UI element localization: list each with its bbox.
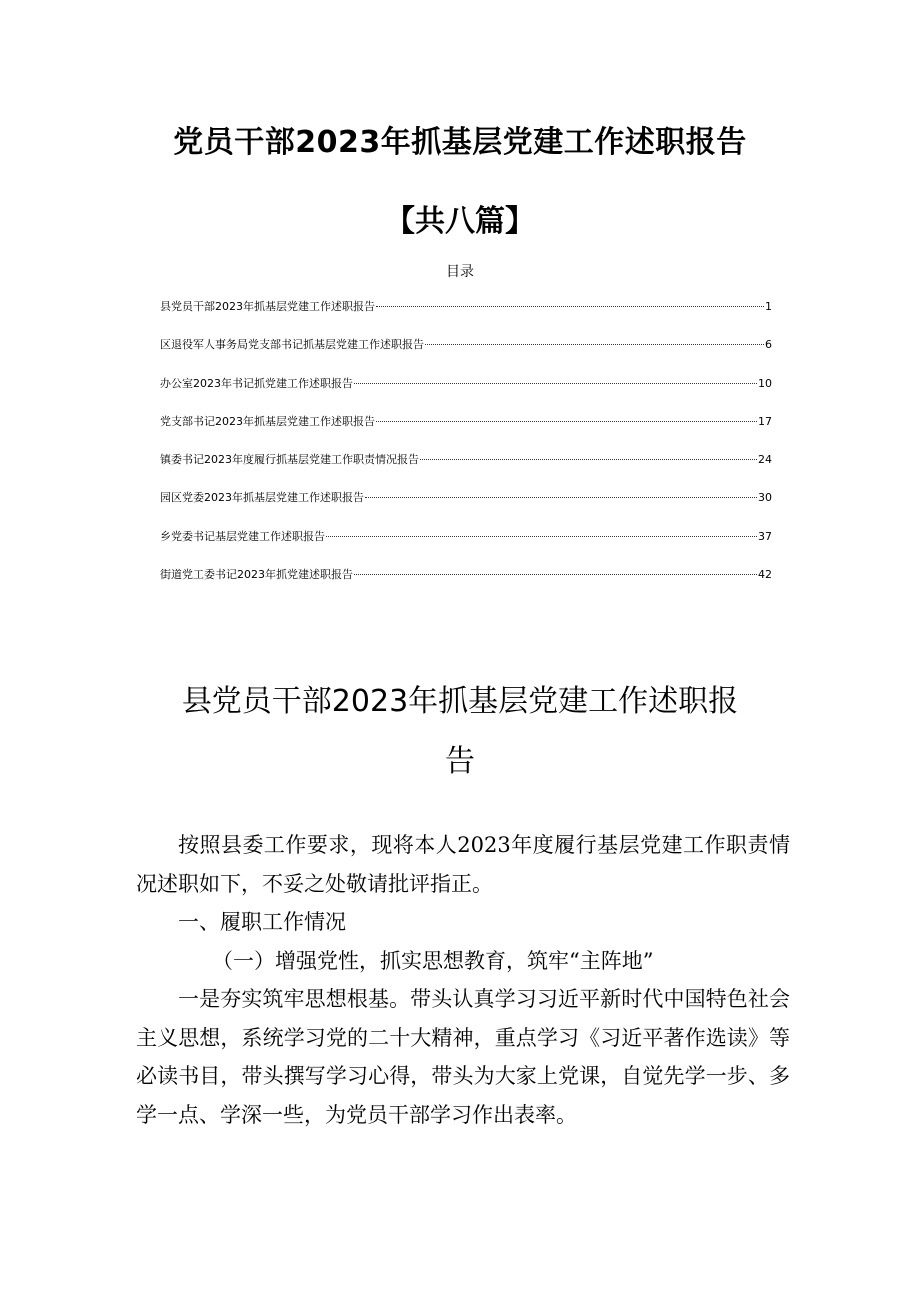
toc-entry-page: 6 [765,338,772,352]
toc-entry-page: 24 [758,453,772,467]
toc-entry-title: 街道党工委书记2023年抓党建述职报告 [160,568,353,582]
toc-entry-title: 区退役军人事务局党支部书记抓基层党建工作述职报告 [160,338,424,352]
document-subtitle: 【共八篇】 [385,204,535,239]
toc-entry[interactable] [160,297,772,335]
toc-entry-title: 党支部书记2023年抓基层党建工作述职报告 [160,414,375,428]
toc-entry-page: 42 [758,568,772,582]
section-heading-1: 一、履职工作情况 [178,910,346,934]
body-paragraph: 一是夯实筑牢思想根基。带头认真学习习近平新时代中国特色社会主义思想，系统学习党的二十大精神，重点学习《习近平著作选读》等必读书目，带头撰写学习心得，带头为大家上党课，自觉先学一步、多学一点、学深一些，为党员干部学习作出表率。 [136,987,790,1127]
section-title-line1: 县党员干部2023年抓基层党建工作述职报 [181,684,739,719]
toc-entry-page: 17 [758,414,772,428]
toc-leader-dots [326,536,757,537]
toc-entry[interactable] [160,374,772,412]
toc-entry-title: 办公室2023年书记抓党建工作述职报告 [160,376,353,390]
toc-leader-dots [420,459,757,460]
toc-heading: 目录 [446,264,474,280]
toc-leader-dots [376,421,757,422]
toc-entry[interactable] [160,412,772,450]
toc-leader-dots [365,497,757,498]
subsection-heading-1: （一）增强党性，抓实思想教育，筑牢“主阵地” [212,948,654,973]
toc-entry-title: 乡党委书记基层党建工作述职报告 [160,529,325,543]
report-body [136,826,790,1134]
toc-entry-page: 30 [758,491,772,505]
section-title [0,672,920,792]
intro-paragraph: 按照县委工作要求，现将本人2023年度履行基层党建工作职责情况述职如下，不妥之处敬请批评指正。 [136,833,790,896]
toc-leader-dots [354,383,757,384]
table-of-contents [160,297,772,603]
toc-entry-page: 10 [758,376,772,390]
section-title-line2: 告 [445,744,475,779]
toc-entry-page: 37 [758,529,772,543]
toc-leader-dots [376,306,764,307]
toc-entry-page: 1 [765,300,772,313]
toc-entry[interactable] [160,527,772,565]
toc-entry-title: 镇委书记2023年度履行抓基层党建工作职责情况报告 [160,453,419,467]
toc-entry[interactable] [160,565,772,603]
toc-leader-dots [354,574,757,575]
toc-entry[interactable] [160,450,772,488]
document-title: 党员干部2023年抓基层党建工作述职报告 [173,125,747,160]
toc-entry-title: 县党员干部2023年抓基层党建工作述职报告 [160,300,375,313]
toc-leader-dots [425,344,764,345]
toc-entry[interactable] [160,488,772,526]
toc-entry[interactable] [160,335,772,373]
toc-entry-title: 园区党委2023年抓基层党建工作述职报告 [160,491,364,505]
